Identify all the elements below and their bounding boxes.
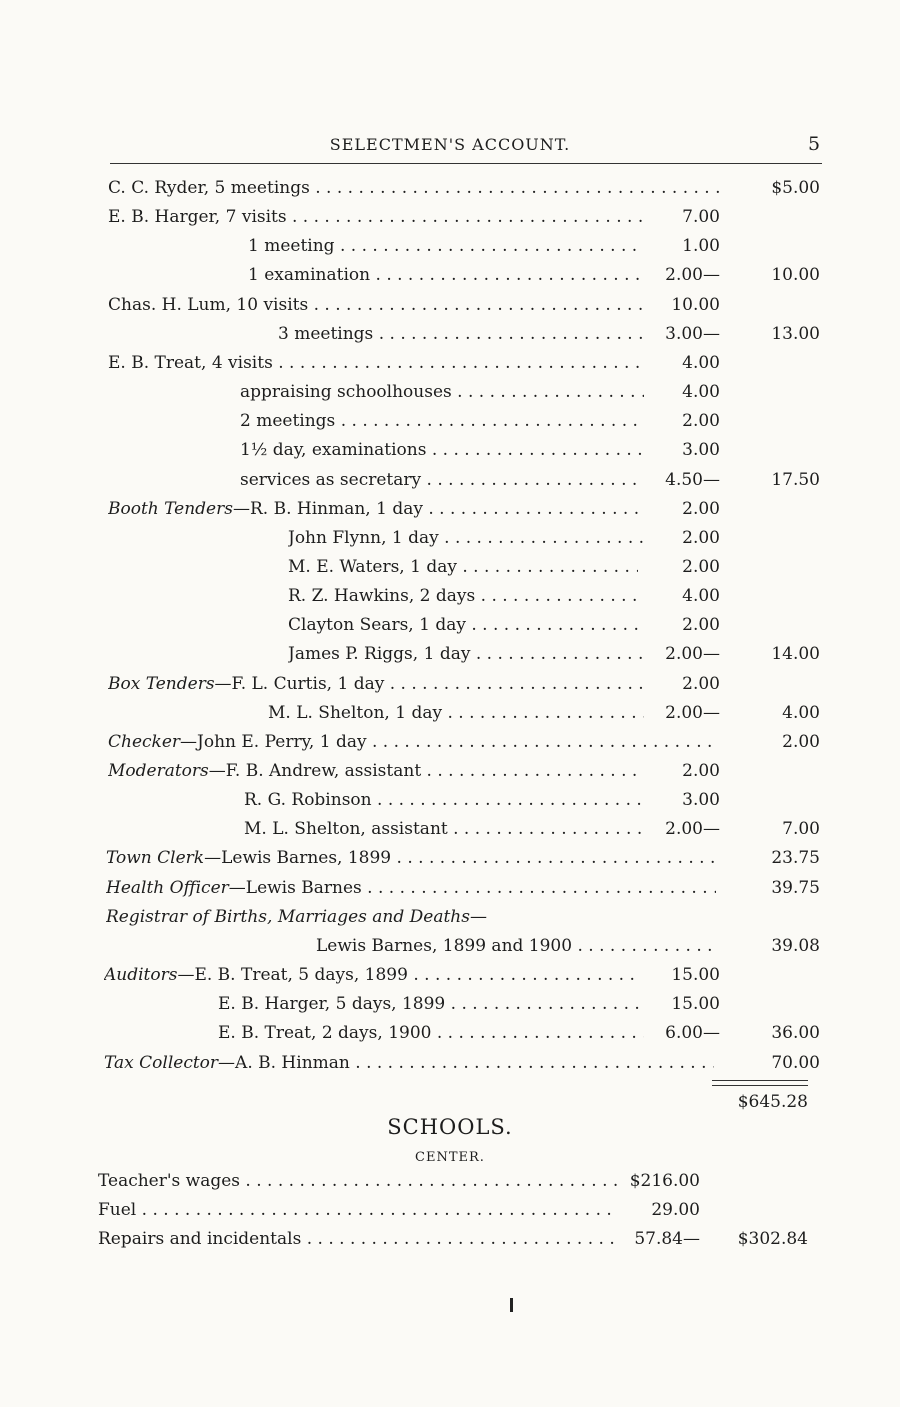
ledger-line bbox=[0, 467, 900, 493]
line-label: C. C. Ryder, 5 meetings . . . bbox=[108, 175, 720, 201]
ledger-line bbox=[0, 816, 900, 842]
line-label: 2 meetings . . . bbox=[240, 408, 644, 434]
line-label: M. E. Waters, 1 day . . . bbox=[288, 554, 638, 580]
line-label: Auditors—E. B. Treat, 5 days, 1899 . . . bbox=[104, 962, 640, 988]
line-amount: 29.00 bbox=[651, 1200, 700, 1220]
line-amount: $216.00 bbox=[629, 1171, 700, 1191]
line-amount: 2.00 bbox=[682, 411, 720, 432]
ledger-line bbox=[0, 437, 900, 463]
line-label: services as secretary . . . bbox=[240, 467, 636, 493]
line-label: 3 meetings . . . bbox=[278, 321, 644, 347]
ledger-line bbox=[0, 408, 900, 434]
line-total: 14.00 bbox=[771, 644, 820, 665]
line-label: 1½ day, examinations . . . bbox=[240, 437, 644, 463]
line-label: M. L. Shelton, assistant . . . bbox=[244, 816, 644, 842]
ledger-line bbox=[0, 729, 900, 755]
line-total: 17.50 bbox=[771, 469, 820, 490]
line-label: Repairs and incidentals . . . bbox=[98, 1226, 618, 1252]
school-line bbox=[0, 1168, 900, 1194]
line-label: Tax Collector—A. B. Hinman . . . bbox=[104, 1050, 714, 1076]
line-label: E. B. Harger, 7 visits . . . bbox=[108, 204, 644, 230]
line-label: Health Officer—Lewis Barnes . . . bbox=[106, 875, 716, 901]
line-label: Chas. H. Lum, 10 visits . . . bbox=[108, 292, 644, 318]
line-total: 39.75 bbox=[771, 877, 820, 898]
ledger-line bbox=[0, 904, 900, 930]
line-label: Booth Tenders—R. B. Hinman, 1 day . . . bbox=[108, 496, 644, 522]
section-title: SCHOOLS. bbox=[387, 1115, 513, 1139]
ledger-line bbox=[0, 612, 900, 638]
line-total: 70.00 bbox=[771, 1052, 820, 1073]
line-amount: 2.00— bbox=[665, 265, 720, 286]
line-total: 23.75 bbox=[771, 848, 820, 869]
line-amount: 2.00 bbox=[682, 761, 720, 781]
line-amount: 2.00 bbox=[682, 673, 720, 694]
ledger-line bbox=[0, 233, 900, 259]
line-total: 13.00 bbox=[771, 323, 820, 344]
header-rule bbox=[110, 163, 822, 164]
ledger-line bbox=[0, 292, 900, 318]
line-label: Registrar of Births, Marriages and Deaths— bbox=[106, 906, 487, 927]
line-amount: 6.00— bbox=[665, 1023, 720, 1044]
line-total: 36.00 bbox=[771, 1023, 820, 1044]
ledger-line bbox=[0, 321, 900, 347]
ledger-line bbox=[0, 525, 900, 551]
ledger-line bbox=[0, 175, 900, 201]
line-total: 7.00 bbox=[782, 819, 820, 840]
line-amount: 4.00 bbox=[682, 586, 720, 607]
line-amount: 3.00 bbox=[682, 440, 720, 461]
ledger-line bbox=[0, 379, 900, 405]
line-label: Lewis Barnes, 1899 and 1900 . . . bbox=[316, 933, 716, 959]
line-label: R. G. Robinson . . . bbox=[244, 787, 644, 813]
line-amount: 4.00 bbox=[682, 382, 720, 403]
section-subtitle: CENTER. bbox=[415, 1150, 485, 1165]
line-label: Checker—John E. Perry, 1 day . . . bbox=[108, 729, 718, 755]
line-amount: 10.00 bbox=[671, 294, 720, 315]
ledger-line bbox=[0, 496, 900, 522]
ledger-line bbox=[0, 758, 900, 784]
line-amount: 3.00 bbox=[682, 790, 720, 811]
print-mark bbox=[510, 1298, 513, 1312]
line-label: 1 examination . . . bbox=[248, 262, 644, 288]
ledger-line bbox=[0, 991, 900, 1017]
line-total: $5.00 bbox=[771, 178, 820, 198]
ledger-line bbox=[0, 583, 900, 609]
school-line bbox=[0, 1197, 900, 1223]
line-amount: 2.00 bbox=[682, 615, 720, 636]
line-label: Clayton Sears, 1 day . . . bbox=[288, 612, 644, 638]
line-amount: 15.00 bbox=[671, 994, 720, 1015]
line-label: M. L. Shelton, 1 day . . . bbox=[268, 700, 644, 726]
line-label: Teacher's wages . . . bbox=[98, 1168, 618, 1194]
line-amount: 2.00— bbox=[665, 644, 720, 665]
ledger-line bbox=[0, 262, 900, 288]
line-label: R. Z. Hawkins, 2 days . . . bbox=[288, 583, 644, 609]
ledger-line bbox=[0, 962, 900, 988]
line-amount: 2.00 bbox=[682, 498, 720, 519]
ledger-line bbox=[0, 845, 900, 871]
line-amount: 2.00— bbox=[665, 819, 720, 840]
line-amount: 2.00 bbox=[682, 556, 720, 577]
line-label: James P. Riggs, 1 day . . . bbox=[288, 641, 644, 667]
line-amount: 3.00— bbox=[665, 323, 720, 344]
line-amount: 2.00 bbox=[682, 527, 720, 548]
line-label: Box Tenders—F. L. Curtis, 1 day . . . bbox=[108, 671, 644, 697]
line-label: Town Clerk—Lewis Barnes, 1899 . . . bbox=[106, 845, 716, 871]
line-total: $302.84 bbox=[737, 1229, 808, 1249]
line-label: appraising schoolhouses . . . bbox=[240, 379, 644, 405]
line-total: 10.00 bbox=[771, 265, 820, 286]
school-line bbox=[0, 1226, 900, 1252]
running-header: SELECTMEN'S ACCOUNT. bbox=[329, 135, 571, 154]
ledger-line bbox=[0, 875, 900, 901]
page-number: 5 bbox=[808, 133, 821, 155]
line-amount: 7.00 bbox=[682, 207, 720, 228]
line-label: E. B. Treat, 2 days, 1900 . . . bbox=[218, 1020, 644, 1046]
sum-rule bbox=[712, 1080, 808, 1086]
line-label: John Flynn, 1 day . . . bbox=[288, 525, 644, 551]
ledger-line bbox=[0, 554, 900, 580]
line-label: E. B. Treat, 4 visits . . . bbox=[108, 350, 644, 376]
line-amount: 57.84— bbox=[634, 1229, 700, 1249]
ledger-line bbox=[0, 641, 900, 667]
ledger-line bbox=[0, 1050, 900, 1076]
line-amount: 1.00 bbox=[682, 236, 720, 257]
line-total: 39.08 bbox=[771, 935, 820, 956]
line-label: E. B. Harger, 5 days, 1899 . . . bbox=[218, 991, 644, 1017]
line-amount: 15.00 bbox=[671, 965, 720, 986]
line-amount: 2.00— bbox=[665, 702, 720, 723]
ledger-line bbox=[0, 933, 900, 959]
line-label: Fuel . . . bbox=[98, 1197, 618, 1223]
line-total: 2.00 bbox=[782, 731, 820, 752]
ledger-line bbox=[0, 671, 900, 697]
line-total: 4.00 bbox=[782, 702, 820, 723]
ledger-line bbox=[0, 1020, 900, 1046]
line-amount: 4.50— bbox=[665, 469, 720, 490]
ledger-line bbox=[0, 204, 900, 230]
line-label: Moderators—F. B. Andrew, assistant . . . bbox=[108, 758, 644, 784]
line-label: 1 meeting . . . bbox=[248, 233, 644, 259]
ledger-line bbox=[0, 787, 900, 813]
line-amount: 4.00 bbox=[682, 352, 720, 373]
ledger-line bbox=[0, 350, 900, 376]
ledger-line bbox=[0, 700, 900, 726]
grand-total: $645.28 bbox=[737, 1092, 808, 1112]
